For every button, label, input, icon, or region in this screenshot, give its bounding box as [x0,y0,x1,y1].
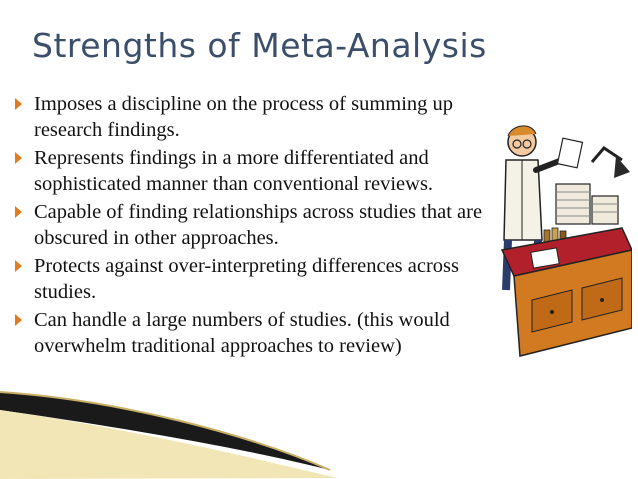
bullet-text: Protects against over-interpreting differences across studies. [34,255,459,303]
bullet-item [12,91,502,143]
bullet-item [12,253,502,305]
orange-triangle-bullet-icon [15,314,22,326]
bullet-text: Capable of finding relationships across studies that are obscured in other approaches. [34,201,483,249]
slide-title: Strengths of Meta-Analysis [32,26,487,65]
bullet-text: Represents findings in a more differentiated and sophisticated manner than conventional reviews. [34,147,434,195]
bullet-item [12,307,502,359]
bullet-item [12,145,502,197]
bullet-list [12,91,502,361]
bullet-item [12,199,502,251]
decorative-swoosh [0,390,638,479]
orange-triangle-bullet-icon [15,152,22,164]
bullet-text: Imposes a discipline on the process of summing up research findings. [34,93,454,141]
orange-triangle-bullet-icon [15,98,22,110]
orange-triangle-bullet-icon [15,260,22,272]
orange-triangle-bullet-icon [15,206,22,218]
bullet-text: Can handle a large numbers of studies. (this would overwhelm traditional approaches to review) [34,309,450,357]
researcher-at-desk-clipart [492,100,632,360]
